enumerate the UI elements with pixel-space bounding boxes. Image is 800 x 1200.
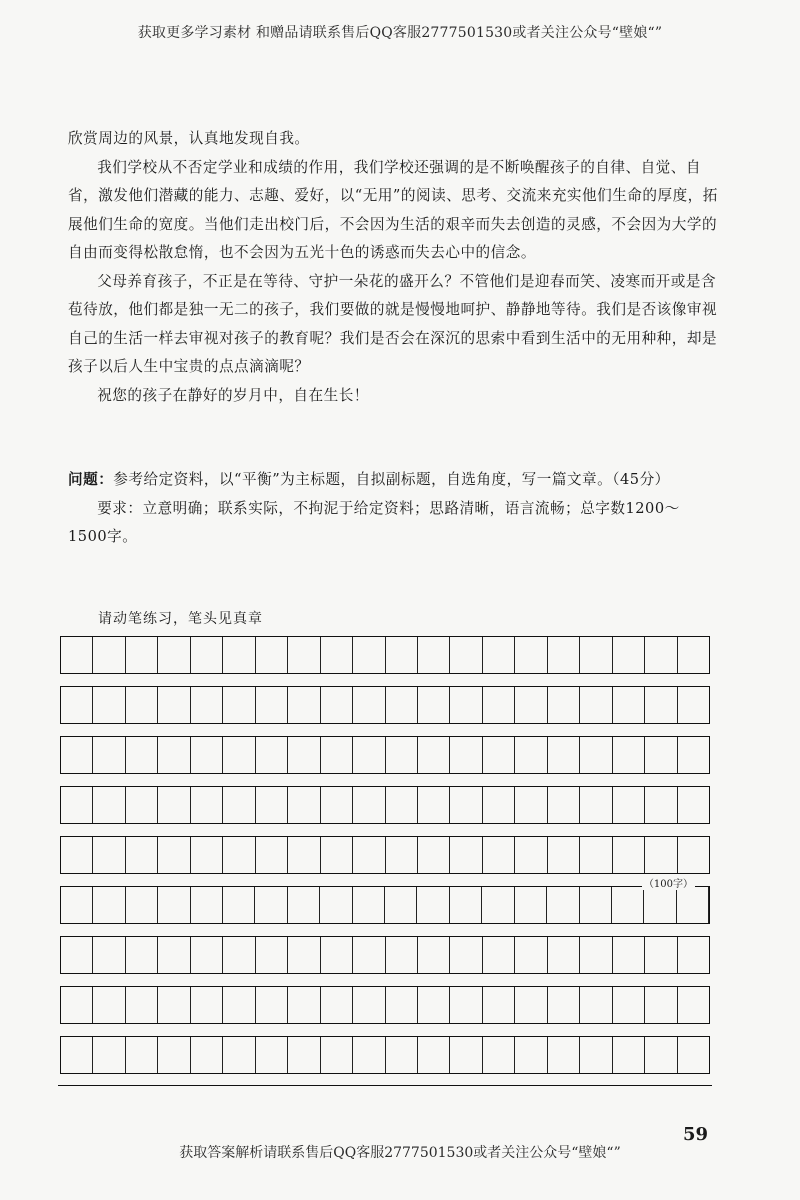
grid-cell[interactable] <box>450 937 482 973</box>
grid-cell[interactable] <box>645 987 677 1023</box>
grid-cell[interactable] <box>126 887 158 923</box>
grid-cell[interactable] <box>418 937 450 973</box>
question-text: 参考给定资料，以“平衡”为主标题，自拟副标题，自选角度，写一篇文章。（45分） <box>113 471 670 488</box>
grid-cell[interactable] <box>353 837 385 873</box>
grid-cell[interactable] <box>645 687 677 723</box>
grid-cell[interactable] <box>191 737 223 773</box>
grid-cell[interactable] <box>678 987 709 1023</box>
grid-cell[interactable] <box>288 987 320 1023</box>
grid-cell[interactable] <box>386 837 418 873</box>
grid-cell[interactable] <box>93 837 125 873</box>
grid-cell[interactable] <box>645 937 677 973</box>
grid-cell[interactable] <box>548 787 580 823</box>
grid-cell[interactable] <box>678 1037 709 1073</box>
grid-cell[interactable] <box>580 987 612 1023</box>
grid-cell[interactable] <box>158 1037 190 1073</box>
grid-cell[interactable] <box>613 687 645 723</box>
grid-cell[interactable] <box>126 787 158 823</box>
grid-cell[interactable] <box>580 687 612 723</box>
grid-cell[interactable] <box>548 937 580 973</box>
grid-cell[interactable] <box>353 987 385 1023</box>
grid-cell[interactable] <box>613 987 645 1023</box>
grid-cell[interactable] <box>223 737 255 773</box>
grid-row <box>60 879 710 924</box>
grid-cell[interactable] <box>483 1037 515 1073</box>
grid-cell[interactable] <box>191 837 223 873</box>
grid-cell[interactable] <box>321 687 353 723</box>
grid-cell[interactable] <box>450 737 482 773</box>
grid-cell[interactable] <box>515 787 547 823</box>
grid-cell[interactable] <box>191 687 223 723</box>
grid-cell[interactable] <box>418 837 450 873</box>
grid-cell[interactable] <box>126 637 158 673</box>
grid-cell[interactable] <box>580 637 612 673</box>
grid-cell[interactable] <box>353 637 385 673</box>
grid-cell[interactable] <box>191 787 223 823</box>
paragraph-1: 欣赏周边的风景，认真地发现自我。 <box>68 130 310 147</box>
grid-cell[interactable] <box>613 937 645 973</box>
grid-cell[interactable] <box>320 887 352 923</box>
grid-cell[interactable] <box>450 887 482 923</box>
grid-cell[interactable] <box>450 687 482 723</box>
grid-cell[interactable] <box>353 887 385 923</box>
grid-cell[interactable] <box>158 687 190 723</box>
grid-cell[interactable] <box>288 887 320 923</box>
question-label: 问题： <box>68 471 114 488</box>
grid-cell[interactable] <box>515 687 547 723</box>
grid-cell[interactable] <box>418 637 450 673</box>
grid-cell[interactable] <box>288 637 320 673</box>
grid-cell[interactable] <box>645 1037 677 1073</box>
grid-row <box>60 986 710 1024</box>
grid-cell[interactable] <box>158 787 190 823</box>
grid-cell[interactable] <box>613 637 645 673</box>
grid-cell[interactable] <box>548 737 580 773</box>
grid-cell[interactable] <box>126 937 158 973</box>
grid-cell[interactable] <box>158 837 190 873</box>
grid-cell[interactable] <box>483 737 515 773</box>
grid-cell[interactable] <box>677 887 709 923</box>
grid-cell[interactable] <box>93 937 125 973</box>
grid-cell[interactable] <box>613 837 645 873</box>
grid-cell[interactable] <box>61 837 93 873</box>
grid-cell[interactable] <box>61 737 93 773</box>
grid-cell[interactable] <box>288 687 320 723</box>
grid-cell[interactable] <box>288 837 320 873</box>
practice-title: 请动笔练习，笔头见真章 <box>98 611 263 627</box>
grid-cell[interactable] <box>418 1037 450 1073</box>
paragraph-2: 我们学校从不否定学业和成绩的作用，我们学校还强调的是不断唤醒孩子的自律、自觉、自省，激发他们潜藏的能力、志趣、爱好，以“无用”的阅读、思考、交流来充实他们生命的厚度，拓展他们生命的宽度。当他们走出校门后，不会因为生活的艰辛而失去创造的灵感，不会因为大学的自由而变得松散怠惰，也不会因为五光十色的诱惑而失去心中的信念。 <box>68 158 718 261</box>
grid-cell[interactable] <box>678 687 709 723</box>
grid-cell[interactable] <box>353 1037 385 1073</box>
grid-cell[interactable] <box>321 1037 353 1073</box>
grid-cell[interactable] <box>612 887 644 923</box>
grid-cell[interactable] <box>613 787 645 823</box>
grid-cell[interactable] <box>255 887 287 923</box>
word-count-label: （100字） <box>642 875 695 890</box>
grid-cell[interactable] <box>515 737 547 773</box>
grid-cell[interactable] <box>223 937 255 973</box>
grid-cell[interactable] <box>483 787 515 823</box>
grid-cell[interactable] <box>515 987 547 1023</box>
grid-row <box>60 836 710 874</box>
grid-cell[interactable] <box>191 1037 223 1073</box>
grid-cell[interactable] <box>158 937 190 973</box>
grid-cell[interactable] <box>353 687 385 723</box>
grid-cell[interactable] <box>418 987 450 1023</box>
grid-cell[interactable] <box>256 937 288 973</box>
grid-cell[interactable] <box>158 637 190 673</box>
grid-cell[interactable] <box>386 937 418 973</box>
grid-cell[interactable] <box>158 737 190 773</box>
grid-cell[interactable] <box>515 937 547 973</box>
grid-cell[interactable] <box>93 1037 125 1073</box>
grid-cell[interactable] <box>678 937 709 973</box>
grid-cell[interactable] <box>61 887 93 923</box>
page-footer: 获取答案解析请联系售后QQ客服2777501530或者关注公众号“壁娘“” <box>179 1145 621 1161</box>
grid-cell[interactable] <box>613 1037 645 1073</box>
grid-cell[interactable] <box>386 1037 418 1073</box>
grid-cell[interactable] <box>418 687 450 723</box>
grid-cell[interactable] <box>482 887 514 923</box>
page-number: 59 <box>682 1124 708 1145</box>
grid-cell[interactable] <box>353 937 385 973</box>
grid-cell[interactable] <box>548 687 580 723</box>
grid-cell[interactable] <box>256 987 288 1023</box>
grid-cell[interactable] <box>191 887 223 923</box>
grid-cell[interactable] <box>191 937 223 973</box>
grid-cell[interactable] <box>191 637 223 673</box>
grid-cell[interactable] <box>93 787 125 823</box>
grid-cell[interactable] <box>645 837 677 873</box>
grid-cell[interactable] <box>386 637 418 673</box>
grid-cell[interactable] <box>126 687 158 723</box>
grid-cell[interactable] <box>126 1037 158 1073</box>
grid-cell[interactable] <box>126 837 158 873</box>
grid-cell[interactable] <box>418 787 450 823</box>
grid-cell[interactable] <box>678 837 709 873</box>
grid-row <box>60 636 710 674</box>
grid-cell[interactable] <box>417 887 449 923</box>
grid-cell[interactable] <box>93 887 125 923</box>
grid-cell[interactable] <box>321 637 353 673</box>
grid-cell[interactable] <box>61 687 93 723</box>
grid-cell[interactable] <box>515 837 547 873</box>
grid-cell[interactable] <box>256 787 288 823</box>
grid-cell[interactable] <box>385 887 417 923</box>
writing-grid[interactable] <box>60 636 710 1086</box>
grid-cell[interactable] <box>321 737 353 773</box>
grid-cell[interactable] <box>645 637 677 673</box>
bottom-divider <box>58 1085 712 1086</box>
grid-cell[interactable] <box>645 787 677 823</box>
grid-cell[interactable] <box>223 837 255 873</box>
grid-cell[interactable] <box>483 987 515 1023</box>
grid-cell[interactable] <box>158 887 190 923</box>
grid-cell[interactable] <box>580 787 612 823</box>
grid-cell[interactable] <box>256 687 288 723</box>
article-body <box>68 125 718 410</box>
grid-cell[interactable] <box>483 837 515 873</box>
grid-cell[interactable] <box>93 737 125 773</box>
grid-cell[interactable] <box>126 987 158 1023</box>
grid-cell[interactable] <box>223 1037 255 1073</box>
grid-cell[interactable] <box>321 987 353 1023</box>
grid-cell[interactable] <box>61 987 93 1023</box>
grid-cell[interactable] <box>61 937 93 973</box>
grid-cell[interactable] <box>450 637 482 673</box>
grid-cell[interactable] <box>93 687 125 723</box>
grid-cell[interactable] <box>386 737 418 773</box>
grid-cell[interactable] <box>418 737 450 773</box>
grid-cell[interactable] <box>256 837 288 873</box>
grid-cell[interactable] <box>548 637 580 673</box>
grid-cell[interactable] <box>450 837 482 873</box>
question-requirement: 要求：立意明确；联系实际，不拘泥于给定资料；思路清晰，语言流畅；总字数1200～1500字。 <box>68 499 680 545</box>
grid-cell[interactable] <box>386 987 418 1023</box>
grid-cell[interactable] <box>93 637 125 673</box>
grid-cell[interactable] <box>321 837 353 873</box>
grid-cell[interactable] <box>256 1037 288 1073</box>
grid-cell[interactable] <box>288 787 320 823</box>
grid-cell[interactable] <box>644 887 676 923</box>
grid-cell[interactable] <box>93 987 125 1023</box>
grid-cell[interactable] <box>223 637 255 673</box>
grid-cell[interactable] <box>61 787 93 823</box>
grid-cell[interactable] <box>223 987 255 1023</box>
grid-cell[interactable] <box>256 737 288 773</box>
grid-cell[interactable] <box>353 737 385 773</box>
grid-cell[interactable] <box>483 937 515 973</box>
grid-cell[interactable] <box>613 737 645 773</box>
grid-row <box>60 1036 710 1074</box>
grid-cell[interactable] <box>450 987 482 1023</box>
grid-row <box>60 786 710 824</box>
grid-cell[interactable] <box>191 987 223 1023</box>
grid-cell[interactable] <box>223 687 255 723</box>
grid-cell[interactable] <box>386 687 418 723</box>
grid-cell[interactable] <box>386 787 418 823</box>
grid-cell[interactable] <box>256 637 288 673</box>
grid-cell[interactable] <box>61 1037 93 1073</box>
grid-cell[interactable] <box>223 887 255 923</box>
grid-cell[interactable] <box>483 637 515 673</box>
grid-cell[interactable] <box>678 787 709 823</box>
grid-cell[interactable] <box>580 837 612 873</box>
paragraph-4: 祝您的孩子在静好的岁月中，自在生长！ <box>97 386 369 404</box>
grid-cell[interactable] <box>353 787 385 823</box>
grid-cell[interactable] <box>580 1037 612 1073</box>
page-header: 获取更多学习素材 和赠品请联系售后QQ客服2777501530或者关注公众号“壁娘“” <box>137 25 663 41</box>
grid-cell[interactable] <box>547 887 579 923</box>
grid-cell[interactable] <box>645 737 677 773</box>
grid-row <box>60 686 710 724</box>
grid-cell[interactable] <box>548 837 580 873</box>
question-block <box>68 466 718 552</box>
grid-cell[interactable] <box>126 737 158 773</box>
grid-cell[interactable] <box>515 887 547 923</box>
grid-cell[interactable] <box>515 1037 547 1073</box>
grid-cell[interactable] <box>288 1037 320 1073</box>
grid-cell[interactable] <box>450 787 482 823</box>
grid-cell[interactable] <box>483 687 515 723</box>
grid-cell[interactable] <box>288 937 320 973</box>
grid-cell[interactable] <box>580 737 612 773</box>
grid-cell[interactable] <box>678 637 709 673</box>
grid-cell[interactable] <box>548 1037 580 1073</box>
grid-cell[interactable] <box>548 987 580 1023</box>
paragraph-3: 父母养育孩子，不正是在等待、守护一朵花的盛开么？不管他们是迎春而笑、凌寒而开或是含苞待放，他们都是独一无二的孩子，我们要做的就是慢慢地呵护、静静地等待。我们是否该像审视自己的生活一样去审视对孩子的教育呢？我们是否会在深沉的思索中看到生活中的无用种种，却是孩子以后人生中宝贵的点点滴滴呢？ <box>68 272 718 375</box>
grid-cell[interactable] <box>580 887 612 923</box>
grid-cell[interactable] <box>158 987 190 1023</box>
grid-row <box>60 936 710 974</box>
grid-cell[interactable] <box>61 637 93 673</box>
grid-cell[interactable] <box>678 737 709 773</box>
grid-cell[interactable] <box>223 787 255 823</box>
grid-cell[interactable] <box>288 737 320 773</box>
grid-cell[interactable] <box>321 937 353 973</box>
grid-cell[interactable] <box>321 787 353 823</box>
grid-cell[interactable] <box>450 1037 482 1073</box>
grid-row <box>60 736 710 774</box>
grid-cell[interactable] <box>580 937 612 973</box>
grid-cell[interactable] <box>515 637 547 673</box>
